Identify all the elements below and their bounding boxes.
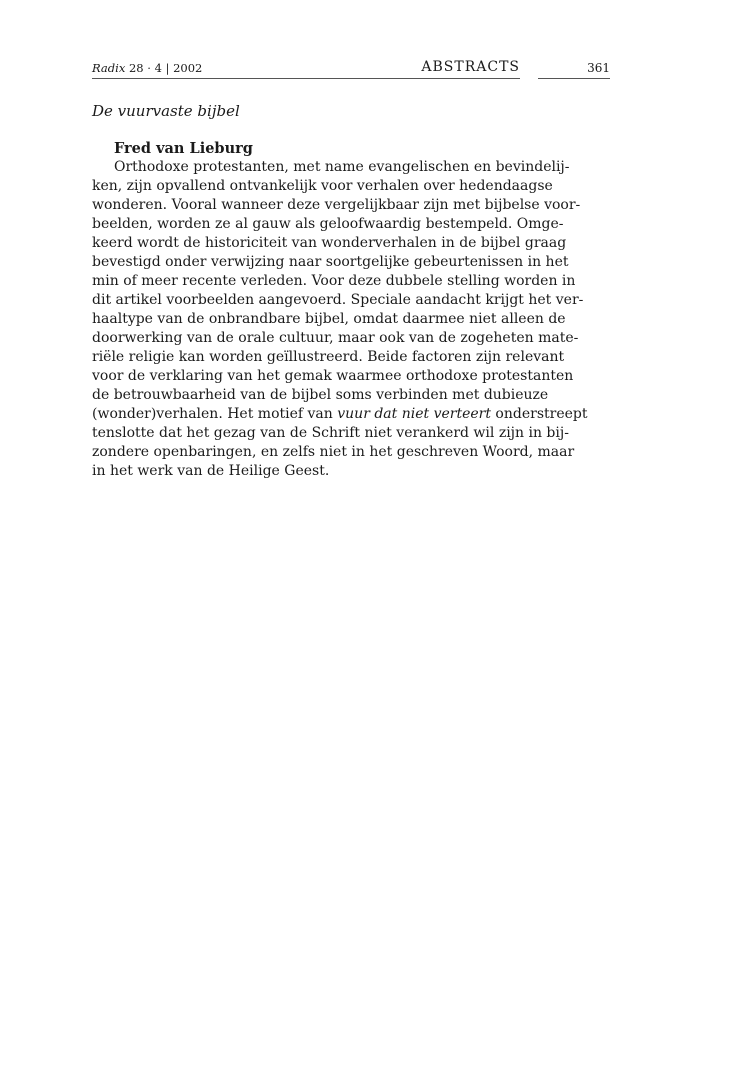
abstract-line: ken, zijn opvallend ontvankelijk voor verhalen over hedendaagse	[92, 178, 553, 194]
abstract-line: zondere openbaringen, en zelfs niet in het geschreven Woord, maar	[92, 444, 575, 460]
page-number-rule	[538, 78, 610, 79]
italic-motif: vuur dat niet verteert	[337, 406, 491, 422]
abstract-line: dit artikel voorbeelden aangevoerd. Speciale aandacht krijgt het ver-	[92, 292, 584, 308]
header-rule	[92, 78, 520, 79]
abstract-line: Orthodoxe protestanten, met name evangelischen en bevindelij-	[114, 159, 570, 175]
abstract-line: haaltype van de onbrandbare bijbel, omdat daarmee niet alleen de	[92, 311, 566, 327]
abstract-line: min of meer recente verleden. Voor deze dubbele stelling worden in	[92, 273, 576, 289]
abstract-line: riële religie kan worden geïllustreerd. Beide factoren zijn relevant	[92, 349, 565, 365]
abstract-line: voor de verklaring van het gemak waarmee orthodoxe protestanten	[92, 368, 574, 384]
abstract-line: bevestigd onder verwijzing naar soortgelijke gebeurtenissen in het	[92, 254, 569, 270]
abstract-line: in het werk van de Heilige Geest.	[92, 463, 330, 479]
running-header	[92, 61, 202, 75]
line-text-after: onderstreept	[490, 406, 588, 422]
article-title: De vuurvaste bijbel	[92, 102, 240, 120]
abstract-line: de betrouwbaarheid van de bijbel soms verbinden met dubieuze	[92, 387, 549, 403]
author-name: Fred van Lieburg	[114, 140, 253, 157]
abstract-line: tenslotte dat het gezag van de Schrift niet verankerd wil zijn in bij-	[92, 425, 569, 441]
abstract-body	[92, 158, 588, 481]
line-text-before: (wonder)verhalen. Het motief van	[92, 406, 338, 422]
page-number: 361	[587, 61, 610, 75]
journal-issue: 28 · 4 | 2002	[128, 61, 203, 75]
abstract-line: wonderen. Vooral wanneer deze vergelijkbaar zijn met bijbelse voor-	[92, 197, 581, 213]
abstract-line: doorwerking van de orale cultuur, maar ook van de zogeheten mate-	[92, 330, 579, 346]
abstract-line: keerd wordt de historiciteit van wonderverhalen in de bijbel graag	[92, 235, 567, 251]
journal-name: Radix	[92, 61, 126, 75]
abstract-line: beelden, worden ze al gauw als geloofwaardig bestempeld. Omge-	[92, 216, 564, 232]
abstract-line-with-italic	[92, 405, 588, 424]
section-title: ABSTRACTS	[421, 59, 520, 75]
